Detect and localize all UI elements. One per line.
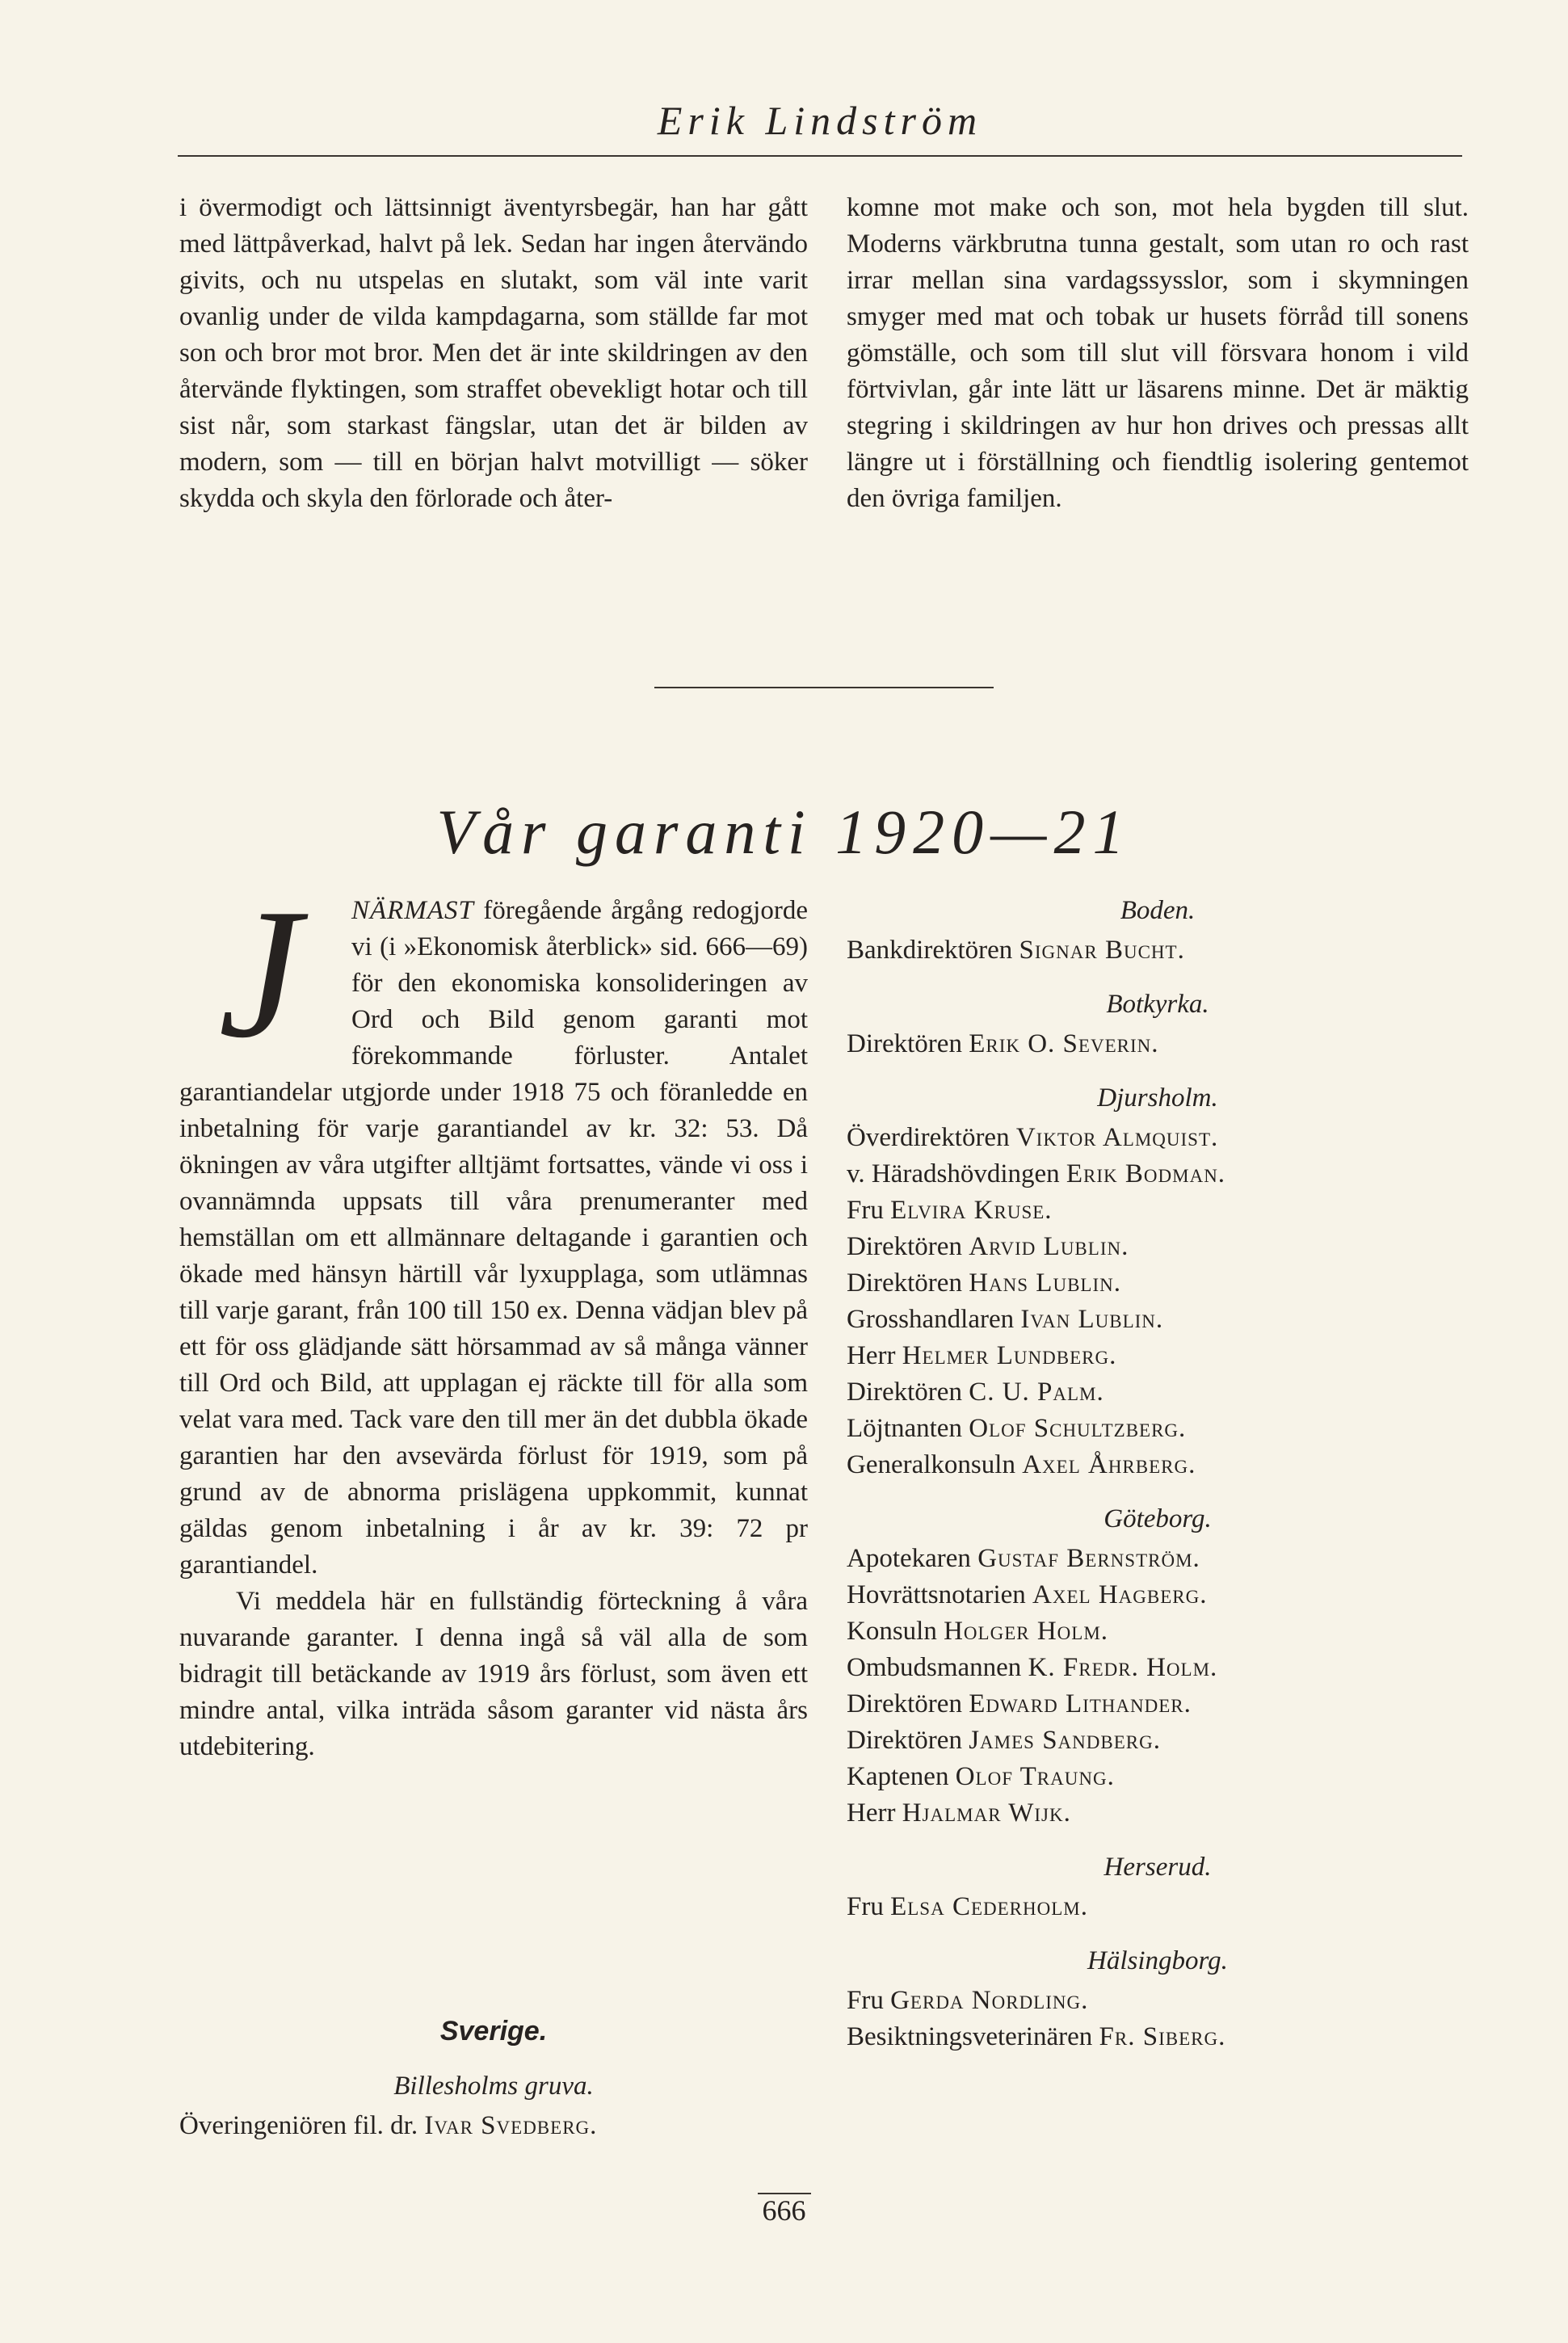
guarantor-entry xyxy=(847,1650,1469,1686)
guarantor-name: Ivan Lublin. xyxy=(1020,1305,1164,1334)
guarantor-title: Hovrättsnotarien xyxy=(847,1580,1026,1609)
guarantor-name: Edward Lithander. xyxy=(969,1689,1192,1718)
guarantor-list-left xyxy=(179,2068,808,2144)
page-number-text: 666 xyxy=(758,2193,811,2227)
guarantor-entry xyxy=(847,1577,1469,1613)
guarantor-name: Erik O. Severin. xyxy=(969,1029,1159,1058)
guarantor-title: Konsuln xyxy=(847,1617,937,1646)
guarantor-entry xyxy=(847,1613,1469,1650)
guarantor-entry xyxy=(847,1374,1469,1411)
guarantor-list-right xyxy=(847,893,1469,2055)
guarantor-title: Herr xyxy=(847,1798,896,1828)
guarantor-name: James Sandberg. xyxy=(969,1726,1161,1755)
guarantor-entry xyxy=(847,932,1469,969)
guarantor-title: Direktören xyxy=(847,1689,962,1718)
article-intro xyxy=(179,870,808,1765)
guarantor-title: Direktören xyxy=(847,1268,962,1298)
header-rule xyxy=(178,155,1462,157)
guarantor-entry xyxy=(847,1795,1469,1832)
guarantor-title: Bankdirektören xyxy=(847,936,1013,965)
guarantor-name: Holger Holm. xyxy=(944,1617,1109,1646)
lead-word: NÄRMAST xyxy=(351,896,474,925)
intro-paragraph-1 xyxy=(179,870,808,1584)
guarantor-name: Olof Traung. xyxy=(955,1762,1115,1791)
guarantor-name: K. Fredr. Holm. xyxy=(1028,1653,1218,1682)
guarantor-title: Apotekaren xyxy=(847,1544,971,1573)
place-heading: Botkyrka. xyxy=(1106,990,1209,1019)
page-number xyxy=(0,2194,1568,2227)
guarantor-entry xyxy=(847,1447,1469,1483)
guarantor-name: Hjalmar Wijk. xyxy=(902,1798,1071,1828)
guarantor-entry xyxy=(847,1229,1469,1265)
intro-paragraph-1-text: föregående årgång redogjorde vi (i »Ekonomisk återblick» sid. 666—69) för den ekonomiska konsolideringen av Ord och Bild genom garanti mot förekommande förluster. Antalet garantiandelar utgjorde under 1918 75 och föranledde en inbetalning för varje garantiandel av kr. 32: 53. Då ökningen av våra utgifter alltjämt fortsattes, vände vi oss i ovannämnda uppsats till våra prenumeranter med hemställan om ett allmännare deltagande i garantien och ökade med hänsyn härtill vår lyxupplaga, som utlämnas till varje garant, från 100 till 150 ex. Denna vädjan blev på ett för oss glädjande sätt hörsammad av så många vänner till Ord och Bild, att upplagan ej räckte till för alla som velat vara med. Tack vare den till mer än det dubbla ökade garantien har den avsevärda förlust för 1919, som på grund av de abnorma prislägena uppkommit, kunnat gäldas genom inbetalning i år av kr. 39: 72 pr garantiandel. xyxy=(179,896,808,1580)
guarantor-entry xyxy=(847,1686,1469,1723)
guarantor-name: Elvira Kruse. xyxy=(890,1196,1053,1225)
guarantor-title: Ombudsmannen xyxy=(847,1653,1022,1682)
guarantor-title: Besiktningsveterinären xyxy=(847,2022,1093,2051)
guarantor-name: Gustaf Bernström. xyxy=(977,1544,1200,1573)
guarantor-name: Axel Åhrberg. xyxy=(1022,1450,1196,1479)
guarantor-title: Direktören xyxy=(847,1232,962,1261)
review-text-left: i övermodigt och lättsinnigt äventyrsbegär, han har gått med lättpåverkad, halvt på lek. Sedan har ingen återvändo givits, och nu utspelas en slutakt, som väl inte varit ovanlig under de vilda kampdagarna, som ställde far mot son och bror mot bror. Men det är inte skildringen av den återvände flyktingen, som straffet obevekligt hotar och till sist når, som starkast fängslar, utan det är bilden av modern, som — till en början halvt motvilligt — söker skydda och skyla den förlorade och åter- xyxy=(179,193,808,513)
guarantor-entry xyxy=(847,1156,1469,1193)
guarantor-name: Arvid Lublin. xyxy=(969,1232,1129,1261)
guarantor-title: Generalkonsuln xyxy=(847,1450,1015,1479)
review-text-right: komne mot make och son, mot hela bygden till slut. Moderns värkbrutna tunna gestalt, som utan ro och rast irrar mellan sina vardagssysslor, som i skymningen smyger med mat och tobak ur husets förråd till sonens gömställe, och som till slut vill försvara honom i vild förtvivlan, går inte lätt ur läsarens minne. Det är mäktig stegring i skildringen av hur hon drives och pressas allt längre ut i förställning och fiendtlig isolering gentemot den övriga familjen. xyxy=(847,193,1469,513)
guarantor-title: Överingeniören fil. dr. xyxy=(179,2111,418,2140)
guarantor-entry xyxy=(847,1723,1469,1759)
guarantor-name: Axel Hagberg. xyxy=(1032,1580,1208,1609)
country-heading: Sverige. xyxy=(439,2016,548,2046)
guarantor-entry xyxy=(847,1338,1469,1374)
guarantor-title: Fru xyxy=(847,1892,884,1921)
guarantor-title: Direktören xyxy=(847,1726,962,1755)
guarantor-name: Erik Bodman. xyxy=(1066,1159,1226,1188)
guarantor-title: Kaptenen xyxy=(847,1762,949,1791)
guarantor-name: Gerda Nordling. xyxy=(890,1986,1089,2015)
guarantor-entry xyxy=(847,1026,1469,1062)
guarantor-name: Signar Bucht. xyxy=(1019,936,1185,965)
guarantor-name: Helmer Lundberg. xyxy=(902,1341,1117,1370)
place-heading: Göteborg. xyxy=(1103,1504,1212,1533)
guarantor-title: Direktören xyxy=(847,1029,962,1058)
guarantor-name: C. U. Palm. xyxy=(969,1378,1104,1407)
guarantor-name: Ivar Svedberg. xyxy=(424,2111,598,2140)
guarantor-name: Fr. Siberg. xyxy=(1099,2022,1226,2051)
guarantor-entry xyxy=(847,1983,1469,2019)
guarantor-title: Herr xyxy=(847,1341,896,1370)
guarantor-name: Hans Lublin. xyxy=(969,1268,1121,1298)
guarantor-entry xyxy=(847,1302,1469,1338)
guarantor-name: Olof Schultzberg. xyxy=(969,1414,1187,1443)
review-column-left xyxy=(179,190,808,517)
intro-paragraph-2: Vi meddela här en fullständig förteckning å våra nuvarande garanter. I denna ingå så väl alla de som bidragit till betäckande av 1919 års förlust, som även ett mindre antal, vilka inträda såsom garanter vid nästa års utdebitering. xyxy=(179,1587,808,1761)
guarantor-entry xyxy=(847,1541,1469,1577)
place-heading: Hälsingborg. xyxy=(1087,1946,1228,1975)
guarantor-entry xyxy=(847,1889,1469,1925)
guarantor-title: Fru xyxy=(847,1196,884,1225)
guarantor-entry xyxy=(847,1759,1469,1795)
guarantor-entry xyxy=(847,1411,1469,1447)
place-heading: Herserud. xyxy=(1103,1853,1212,1882)
place-heading: Djursholm. xyxy=(1097,1083,1218,1113)
guarantor-title: Fru xyxy=(847,1986,884,2015)
guarantor-entry xyxy=(847,1265,1469,1302)
guarantor-title: Överdirektören xyxy=(847,1123,1010,1152)
guarantor-name: Elsa Cederholm. xyxy=(890,1892,1088,1921)
article-title: Vår garanti 1920—21 xyxy=(436,797,1132,867)
place-heading: Billesholms gruva. xyxy=(393,2072,594,2101)
guarantor-title: Löjtnanten xyxy=(847,1414,962,1443)
guarantor-entry xyxy=(847,1193,1469,1229)
guarantor-title: Grosshandlaren xyxy=(847,1305,1015,1334)
guarantor-entry xyxy=(179,2108,808,2144)
guarantor-name: Viktor Almquist. xyxy=(1015,1123,1219,1152)
guarantor-title: Direktören xyxy=(847,1378,962,1407)
running-head: Erik Lindström xyxy=(657,98,983,143)
section-divider xyxy=(654,687,994,688)
guarantor-entry xyxy=(847,2019,1469,2055)
guarantor-title: v. Häradshövdingen xyxy=(847,1159,1060,1188)
drop-cap: J xyxy=(218,870,301,1076)
review-column-right xyxy=(847,190,1469,517)
place-heading: Boden. xyxy=(1120,896,1196,925)
guarantor-entry xyxy=(847,1120,1469,1156)
